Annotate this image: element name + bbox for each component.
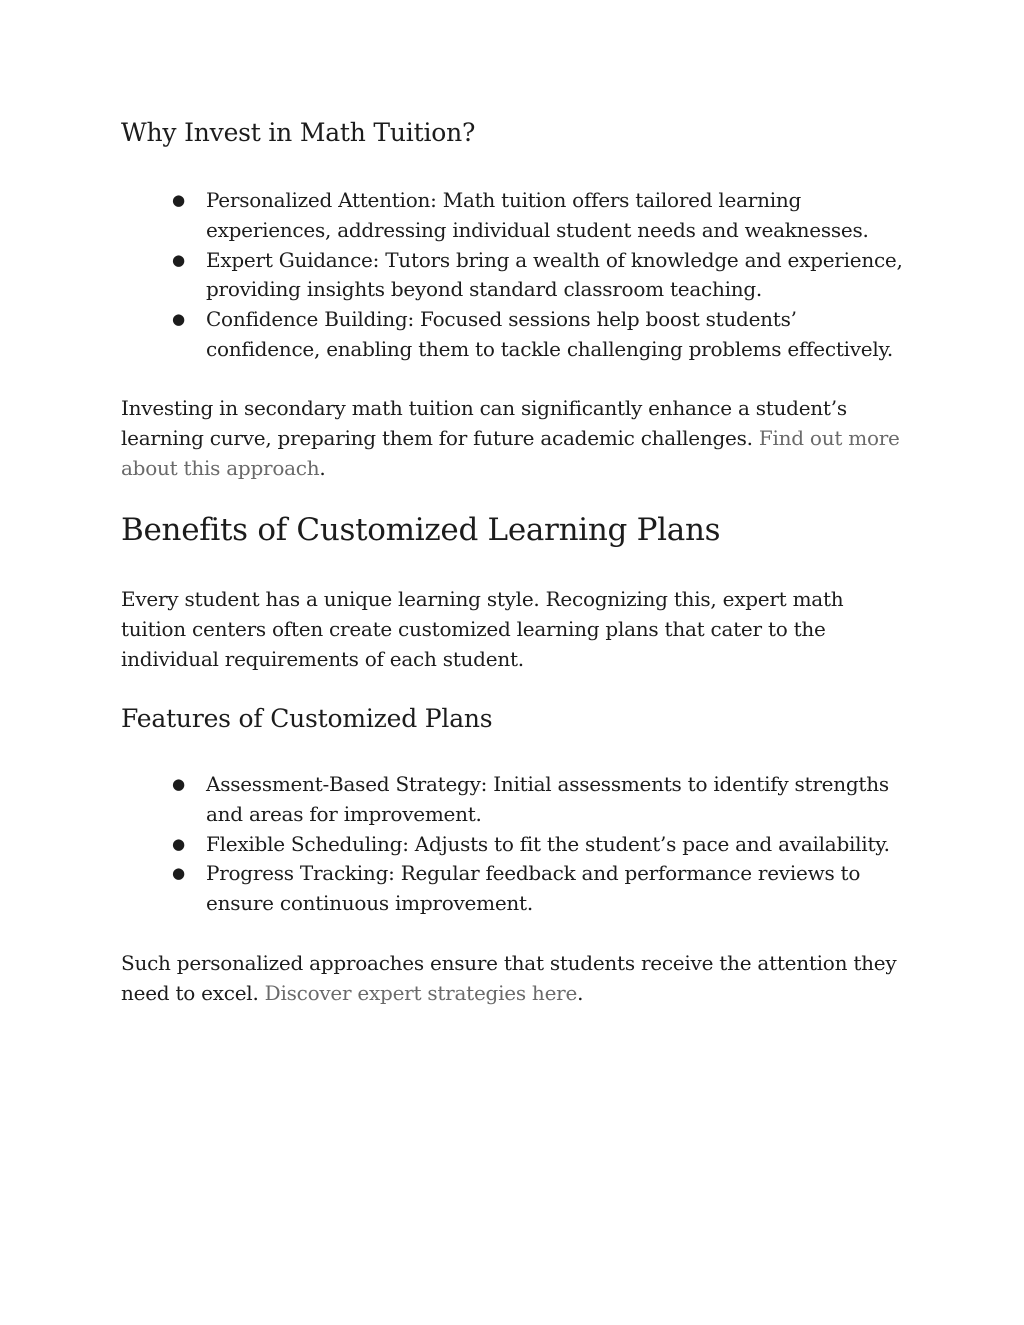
paragraph-such-personalized: Such personalized approaches ensure that students receive the attention they need to excel. Discover expert strategies here. — [121, 951, 897, 1005]
paragraph-investing: Investing in secondary math tuition can significantly enhance a student’s learning curve, preparing them for future academic challenges. Find out more about this approach. — [121, 396, 900, 480]
bullet-icon: ● — [172, 775, 185, 793]
bullet-icon: ● — [172, 864, 185, 883]
list-item: ● Expert Guidance: Tutors bring a wealth of knowledge and experience, providing insights beyond standard classroom teaching. — [172, 247, 903, 302]
bullet-icon: ● — [172, 834, 185, 853]
list-item: ● Assessment-Based Strategy: Initial assessments to identify strengths and areas for improvement. — [172, 772, 889, 826]
features-bullet-list — [121, 770, 911, 919]
find-out-more-link-continued[interactable]: about this approach — [121, 455, 320, 480]
list-item: ● Personalized Attention: Math tuition offers tailored learning experiences, addressing individual student needs and weaknesses. — [172, 188, 869, 242]
list-item: ● Progress Tracking: Regular feedback and performance reviews to ensure continuous improvement. — [172, 861, 861, 916]
list-item: ● Confidence Building: Focused sessions help boost students’ confidence, enabling them to tackle challenging problems effectively. — [172, 307, 894, 361]
heading-why-invest: Why Invest in Math Tuition? — [121, 118, 476, 147]
bullet-icon: ● — [172, 310, 185, 329]
why-invest-bullet-list — [121, 186, 911, 365]
heading-features: Features of Customized Plans — [121, 704, 493, 733]
list-item: ● Flexible Scheduling: Adjusts to fit the student’s pace and availability. — [121, 830, 911, 860]
bullet-icon: ● — [172, 191, 185, 209]
heading-benefits: Benefits of Customized Learning Plans — [121, 512, 721, 548]
find-out-more-link[interactable]: Find out more — [758, 425, 900, 450]
bullet-icon: ● — [172, 250, 185, 269]
paragraph-every-student: Every student has a unique learning style. Recognizing this, expert math tuition centers often create customized learning plans that cater to the individual requirements of each student. — [121, 587, 844, 671]
discover-strategies-link[interactable]: Discover expert strategies here — [264, 980, 578, 1005]
